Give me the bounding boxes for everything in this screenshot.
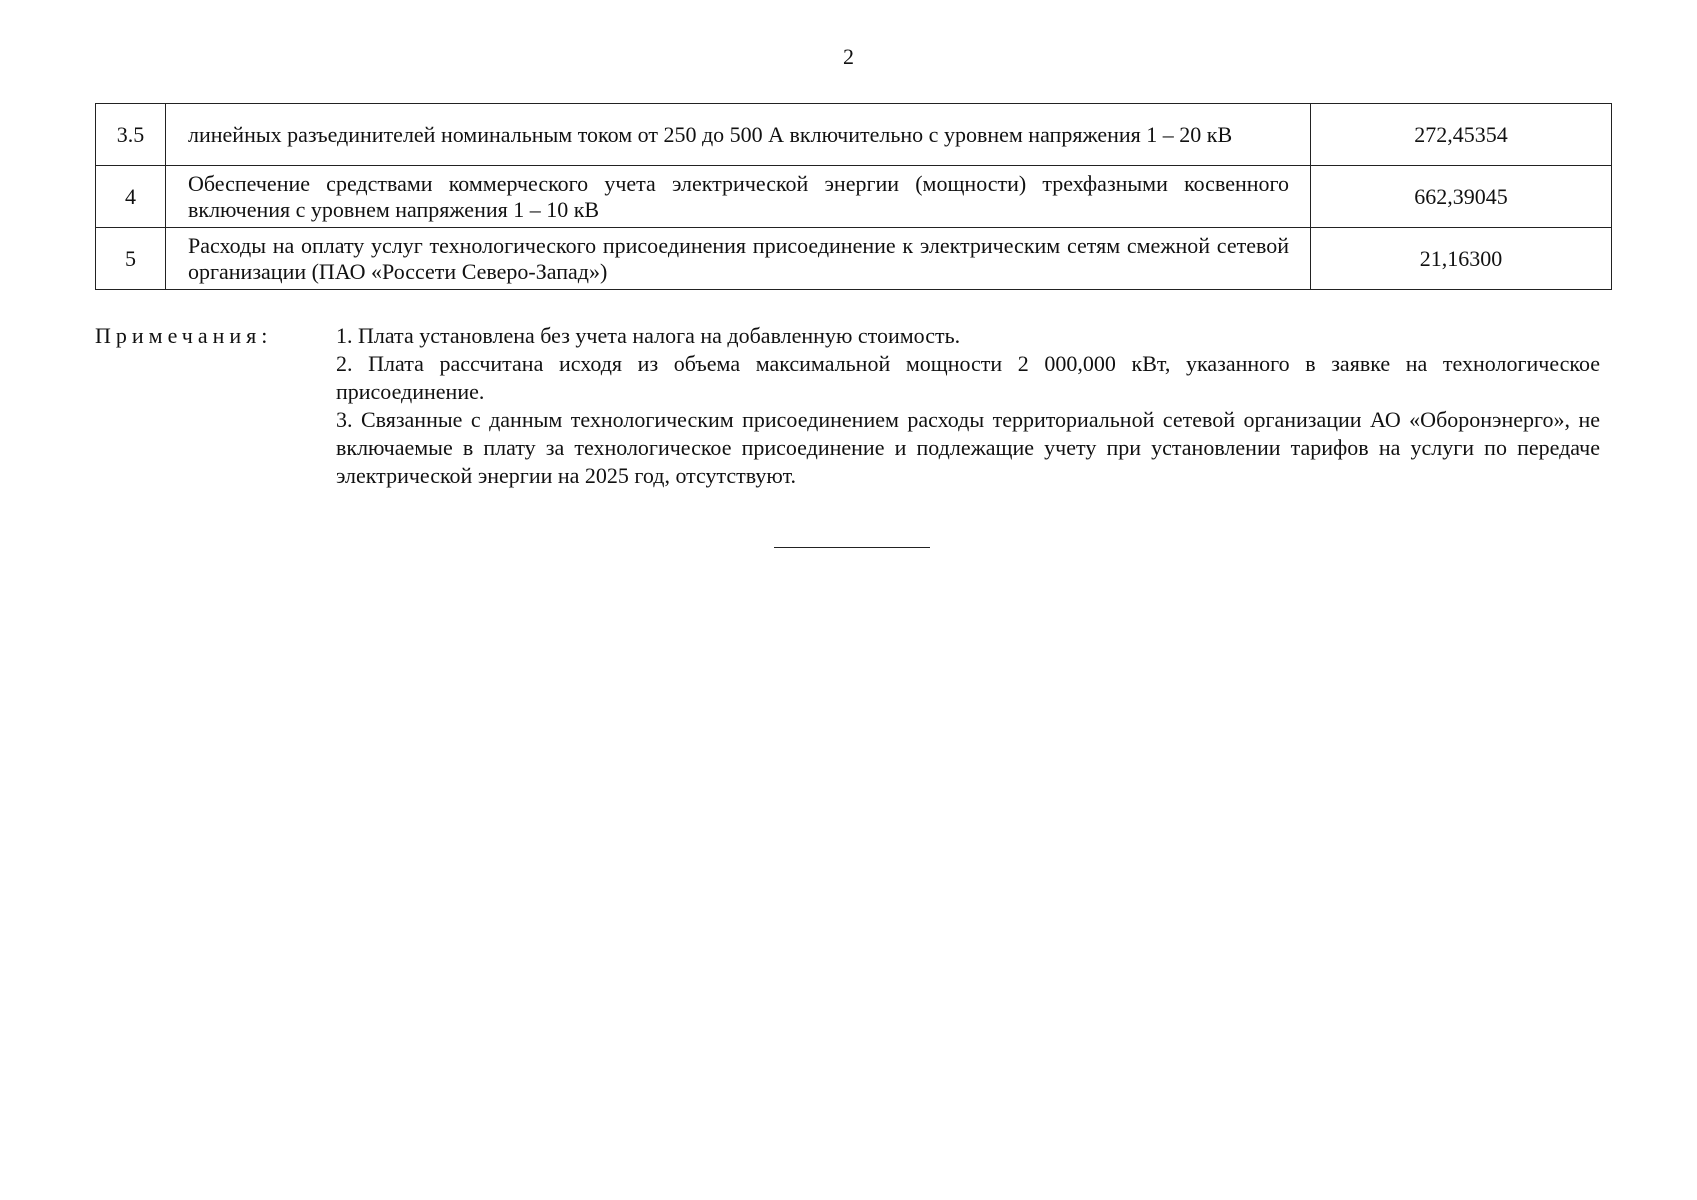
- row-number: 4: [96, 166, 166, 228]
- note-item: 3. Связанные с данным технологическим присоединением расходы территориальной сетевой организации АО «Оборонэнерго», не включаемые в плату за технологическое присоединение и подлежащие учету при установлении тарифов на услуги по передаче электрической энергии на 2025 год, отсутствуют.: [336, 407, 1600, 488]
- row-value: 662,39045: [1311, 166, 1612, 228]
- notes-list: [336, 322, 1600, 490]
- tariff-table: [95, 103, 1612, 290]
- row-description: Обеспечение средствами коммерческого учета электрической энергии (мощности) трехфазными косвенного включения с уровнем напряжения 1 – 10 кВ: [188, 170, 1289, 222]
- row-number: 5: [96, 228, 166, 290]
- table-row: [96, 104, 1612, 166]
- row-number: 3.5: [96, 104, 166, 166]
- note-item: 1. Плата установлена без учета налога на добавленную стоимость.: [336, 323, 961, 348]
- table-row: [96, 166, 1612, 228]
- notes-label: Примечания:: [95, 323, 273, 348]
- row-value: 272,45354: [1311, 104, 1612, 166]
- table-row: [96, 228, 1612, 290]
- row-description: Расходы на оплату услуг технологического присоединения присоединение к электрическим сетям смежной сетевой организации (ПАО «Россети Северо-Запад»): [188, 232, 1289, 284]
- note-item: 2. Плата рассчитана исходя из объема максимальной мощности 2 000,000 кВт, указанного в заявке на технологическое присоединение.: [336, 351, 1600, 404]
- end-divider: [774, 547, 930, 548]
- row-value: 21,16300: [1311, 228, 1612, 290]
- page-number: 2: [843, 44, 854, 69]
- row-description: линейных разъединителей номинальным током от 250 до 500 А включительно с уровнем напряжения 1 – 20 кВ: [188, 121, 1233, 147]
